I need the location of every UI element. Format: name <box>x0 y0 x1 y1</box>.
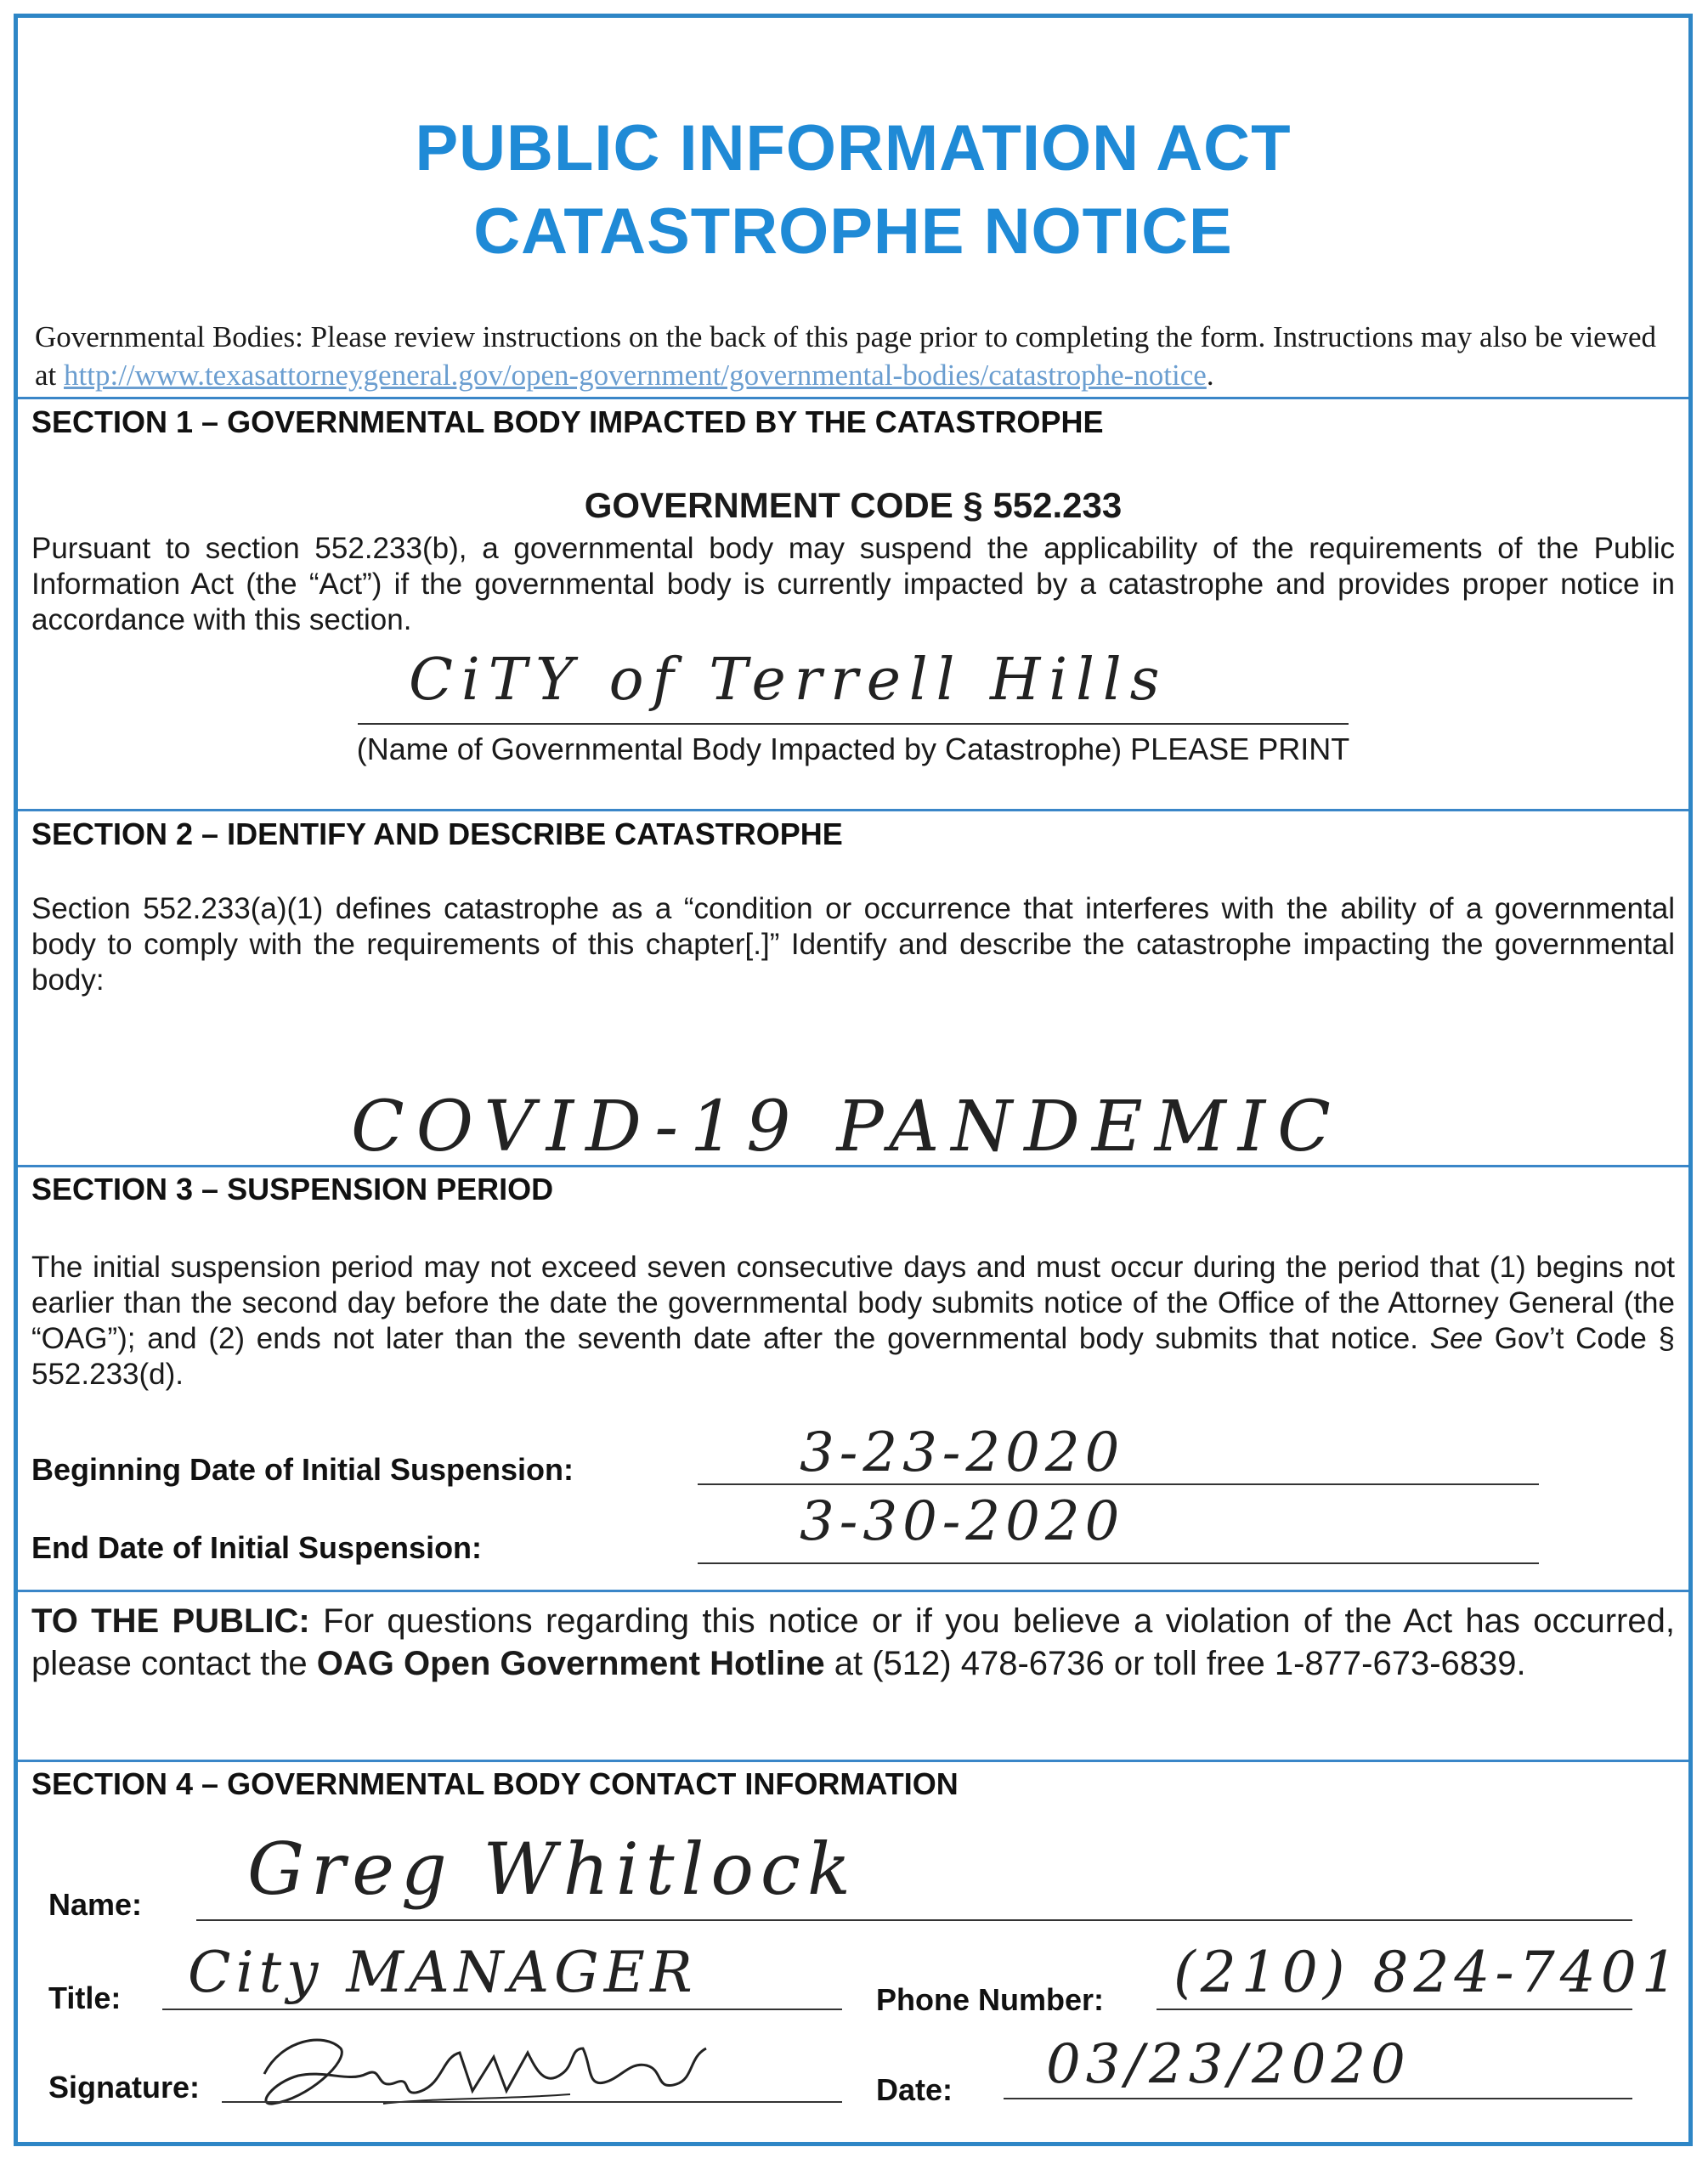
date-label: Date: <box>876 2072 953 2107</box>
public-text-a: For questions regarding this notice or if you believe a violation of the Act has occurred, please contact the <box>31 1602 1675 1682</box>
public-text-b: at (512) 478-6736 or toll free 1-877-673-6839. <box>834 1645 1526 1682</box>
public-notice <box>31 1600 1675 1685</box>
phone-underline <box>1157 2009 1632 2010</box>
begin-date-value: 3-23-2020 <box>800 1421 1125 1484</box>
begin-date-underline <box>698 1483 1539 1485</box>
title-line-1: PUBLIC INFORMATION ACT <box>415 112 1292 184</box>
name-label: Name: <box>48 1887 143 1922</box>
government-code-heading: GOVERNMENT CODE § 552.233 <box>584 485 1123 525</box>
begin-date-label: Beginning Date of Initial Suspension: <box>31 1452 574 1487</box>
divider <box>18 1165 1688 1167</box>
catastrophe-notice-form <box>14 14 1693 2146</box>
title-label: Title: <box>48 1980 122 2015</box>
phone-label: Phone Number: <box>876 1982 1105 2017</box>
end-date-label: End Date of Initial Suspension: <box>31 1530 483 1565</box>
section2-heading: SECTION 2 – IDENTIFY AND DESCRIBE CATASTROPHE <box>31 816 843 851</box>
date-value: 03/23/2020 <box>1046 2033 1411 2096</box>
section3-see: See <box>1429 1322 1483 1355</box>
section2-text: Section 552.233(a)(1) defines catastrophe as a “condition or occurrence that interferes with the ability of a governmental body to comply with the requirements of this chapter[.]” Identify and describe the catastrophe impacting the governmental body: <box>31 892 1675 997</box>
date-underline <box>1004 2098 1632 2099</box>
governmental-body-name: CiTY of Terrell Hills <box>409 647 1168 714</box>
divider <box>18 1590 1688 1592</box>
section4-heading: SECTION 4 – GOVERNMENTAL BODY CONTACT INFORMATION <box>31 1766 959 1801</box>
section1-text: Pursuant to section 552.233(b), a governmental body may suspend the applicability of the requirements of the Public Information Act (the “Act”) if the governmental body is currently impacted by a catastrophe and provides proper notice in accordance with this section. <box>31 532 1675 636</box>
section3-text <box>31 1250 1675 1393</box>
instructions-text: Governmental Bodies: Please review instructions on the back of this page prior to completing the form. Instructions may also be viewed at <box>35 320 1657 392</box>
instructions <box>35 318 1671 394</box>
title-value: City MANAGER <box>188 1940 698 2005</box>
signature-label: Signature: <box>48 2070 201 2105</box>
body-name-underline <box>358 723 1349 725</box>
title-underline <box>162 2009 842 2010</box>
section3-heading: SECTION 3 – SUSPENSION PERIOD <box>31 1172 554 1206</box>
divider <box>18 809 1688 811</box>
signature-underline <box>222 2101 842 2103</box>
end-date-underline <box>698 1562 1539 1564</box>
name-underline <box>196 1919 1632 1921</box>
section3-text-b: Gov’t Code § 552.233(d). <box>31 1322 1675 1391</box>
instructions-end: . <box>1206 359 1214 392</box>
public-lead: TO THE PUBLIC: <box>31 1602 310 1640</box>
body-name-caption: (Name of Governmental Body Impacted by Catastrophe) PLEASE PRINT <box>356 732 1350 766</box>
instructions-link[interactable]: http://www.texasattorneygeneral.gov/open-government/governmental-bodies/catastrophe-notice <box>64 359 1207 392</box>
end-date-value: 3-30-2020 <box>800 1490 1125 1553</box>
oag-hotline: OAG Open Government Hotline <box>316 1645 825 1682</box>
divider <box>18 397 1688 399</box>
catastrophe-description: COVID-19 PANDEMIC <box>351 1087 1343 1167</box>
title-line-2: CATASTROPHE NOTICE <box>473 195 1233 268</box>
divider <box>18 1760 1688 1762</box>
section3-text-a: The initial suspension period may not exceed seven consecutive days and must occur during the period that (1) begins not earlier than the second day before the date the governmental body submits notice of the Office of the Attorney General (the “OAG”); and (2) ends not later than the seventh date after the governmental body submits that notice. <box>31 1251 1675 1355</box>
name-value: Greg Whitlock <box>247 1828 857 1911</box>
section1-heading: SECTION 1 – GOVERNMENTAL BODY IMPACTED BY THE CATASTROPHE <box>31 404 1104 439</box>
phone-value: (210) 824-7401 <box>1174 1940 1683 2005</box>
